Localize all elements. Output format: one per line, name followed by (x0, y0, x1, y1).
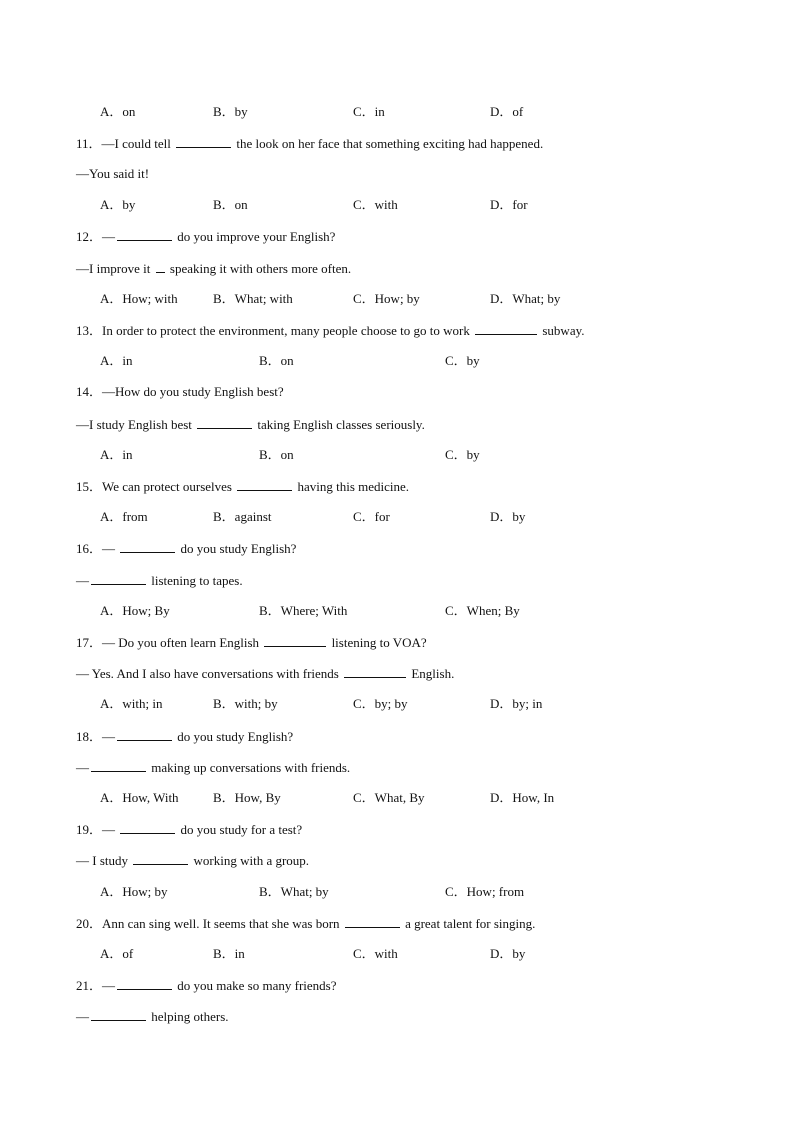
dialogue-text: helping others. (148, 1009, 229, 1024)
question-text: having this medicine. (294, 479, 410, 494)
answer-blank (91, 757, 146, 772)
answer-blank (117, 226, 172, 241)
question-19 (0, 819, 794, 839)
options-row (0, 445, 794, 465)
question-11 (0, 133, 794, 153)
dialogue-line (0, 1006, 794, 1026)
question-18 (0, 726, 794, 746)
dialogue-text: speaking it with others more often. (166, 261, 352, 276)
option-b[interactable]: B．on (259, 447, 294, 462)
dialogue-text: —I improve it (76, 261, 154, 276)
options-row (0, 351, 794, 371)
option-a[interactable]: A．How; by (100, 884, 168, 899)
answer-blank (176, 133, 231, 148)
option-b[interactable]: B．Where; With (259, 603, 348, 618)
option-b[interactable]: B．against (213, 509, 272, 524)
option-a[interactable]: A．in (100, 447, 133, 462)
options-row (0, 102, 794, 122)
question-text: do you make so many friends? (174, 978, 337, 993)
dialogue-text: — (76, 573, 89, 588)
answer-blank (197, 414, 252, 429)
options-row (0, 289, 794, 309)
option-b[interactable]: B．by (213, 104, 248, 119)
question-text: subway. (539, 323, 585, 338)
dialogue-text: working with a group. (190, 853, 310, 868)
question-14 (0, 382, 794, 402)
option-a[interactable]: A．from (100, 509, 148, 524)
answer-blank (117, 975, 172, 990)
option-c[interactable]: C．How; by (353, 291, 420, 306)
option-c[interactable]: C．for (353, 509, 390, 524)
question-text: 15．We can protect ourselves (76, 479, 236, 494)
options-row (0, 601, 794, 621)
option-c[interactable]: C．What, By (353, 790, 425, 805)
question-text: 11．—I could tell (76, 136, 175, 151)
options-row (0, 694, 794, 714)
question-text: 12．— (76, 229, 116, 244)
option-a[interactable]: A．with; in (100, 696, 163, 711)
option-a[interactable]: A．How, With (100, 790, 179, 805)
question-text: 19．— (76, 822, 119, 837)
dialogue-text: English. (408, 666, 455, 681)
question-text: do you study English? (174, 729, 294, 744)
option-c[interactable]: C．by; by (353, 696, 408, 711)
dialogue-line (0, 164, 794, 184)
option-c[interactable]: C．by (445, 353, 480, 368)
option-c[interactable]: C．with (353, 197, 398, 212)
option-d[interactable]: D．How, In (490, 790, 555, 805)
option-d[interactable]: D．by (490, 946, 526, 961)
dialogue-text: — I study (76, 853, 132, 868)
dialogue-line (0, 414, 794, 434)
dialogue-line (0, 570, 794, 590)
dialogue-line (0, 757, 794, 777)
answer-blank (345, 913, 400, 928)
question-text: the look on her face that something exciting had happened. (233, 136, 544, 151)
option-a[interactable]: A．in (100, 353, 133, 368)
option-d[interactable]: D．of (490, 104, 524, 119)
dialogue-line (0, 850, 794, 870)
dialogue-text: making up conversations with friends. (148, 760, 351, 775)
question-text: listening to VOA? (328, 635, 427, 650)
option-c[interactable]: C．When; By (445, 603, 520, 618)
option-d[interactable]: D．What; by (490, 291, 561, 306)
option-a[interactable]: A．by (100, 197, 136, 212)
option-b[interactable]: B．How, By (213, 790, 281, 805)
option-d[interactable]: D．by (490, 509, 526, 524)
dialogue-line (0, 258, 794, 278)
answer-blank (91, 570, 146, 585)
answer-blank (264, 632, 326, 647)
dialogue-text: —You said it! (76, 166, 150, 181)
option-c[interactable]: C．in (353, 104, 385, 119)
question-15 (0, 476, 794, 496)
option-b[interactable]: B．in (213, 946, 245, 961)
answer-blank (156, 258, 165, 273)
question-text: 20．Ann can sing well. It seems that she was born (76, 916, 343, 931)
dialogue-text: — (76, 760, 89, 775)
dialogue-text: — (76, 1009, 89, 1024)
option-d[interactable]: D．by; in (490, 696, 543, 711)
options-row (0, 507, 794, 527)
option-b[interactable]: B．with; by (213, 696, 278, 711)
question-13 (0, 320, 794, 340)
answer-blank (120, 538, 175, 553)
options-row (0, 882, 794, 902)
question-12 (0, 226, 794, 246)
option-a[interactable]: A．on (100, 104, 136, 119)
dialogue-text: — Yes. And I also have conversations with friends (76, 666, 343, 681)
answer-blank (117, 726, 172, 741)
option-b[interactable]: B．on (213, 197, 248, 212)
option-a[interactable]: A．How; By (100, 603, 170, 618)
question-21 (0, 975, 794, 995)
answer-blank (133, 850, 188, 865)
question-text: do you improve your English? (174, 229, 336, 244)
option-c[interactable]: C．with (353, 946, 398, 961)
question-text: a great talent for singing. (401, 916, 536, 931)
dialogue-text: —I study English best (76, 417, 196, 432)
option-b[interactable]: B．What; with (213, 291, 293, 306)
question-text: 21．— (76, 978, 116, 993)
option-c[interactable]: C．by (445, 447, 480, 462)
question-text: 18．— (76, 729, 116, 744)
dialogue-text: taking English classes seriously. (254, 417, 425, 432)
question-text: 14．—How do you study English best? (76, 384, 284, 399)
question-16 (0, 538, 794, 558)
dialogue-line (0, 663, 794, 683)
option-a[interactable]: A．of (100, 946, 134, 961)
question-text: do you study English? (177, 541, 297, 556)
question-text: 16．— (76, 541, 119, 556)
answer-blank (91, 1006, 146, 1021)
question-text: do you study for a test? (177, 822, 303, 837)
option-b[interactable]: B．on (259, 353, 294, 368)
answer-blank (344, 663, 406, 678)
question-text: 17．— Do you often learn English (76, 635, 263, 650)
option-d[interactable]: D．for (490, 197, 528, 212)
options-row (0, 788, 794, 808)
question-text: 13．In order to protect the environment, many people choose to go to work (76, 323, 474, 338)
options-row (0, 195, 794, 215)
option-b[interactable]: B．What; by (259, 884, 329, 899)
answer-blank (237, 476, 292, 491)
option-a[interactable]: A．How; with (100, 291, 178, 306)
options-row (0, 944, 794, 964)
question-17 (0, 632, 794, 652)
question-20 (0, 913, 794, 933)
answer-blank (475, 320, 537, 335)
answer-blank (120, 819, 175, 834)
dialogue-text: listening to tapes. (148, 573, 243, 588)
option-c[interactable]: C．How; from (445, 884, 525, 899)
